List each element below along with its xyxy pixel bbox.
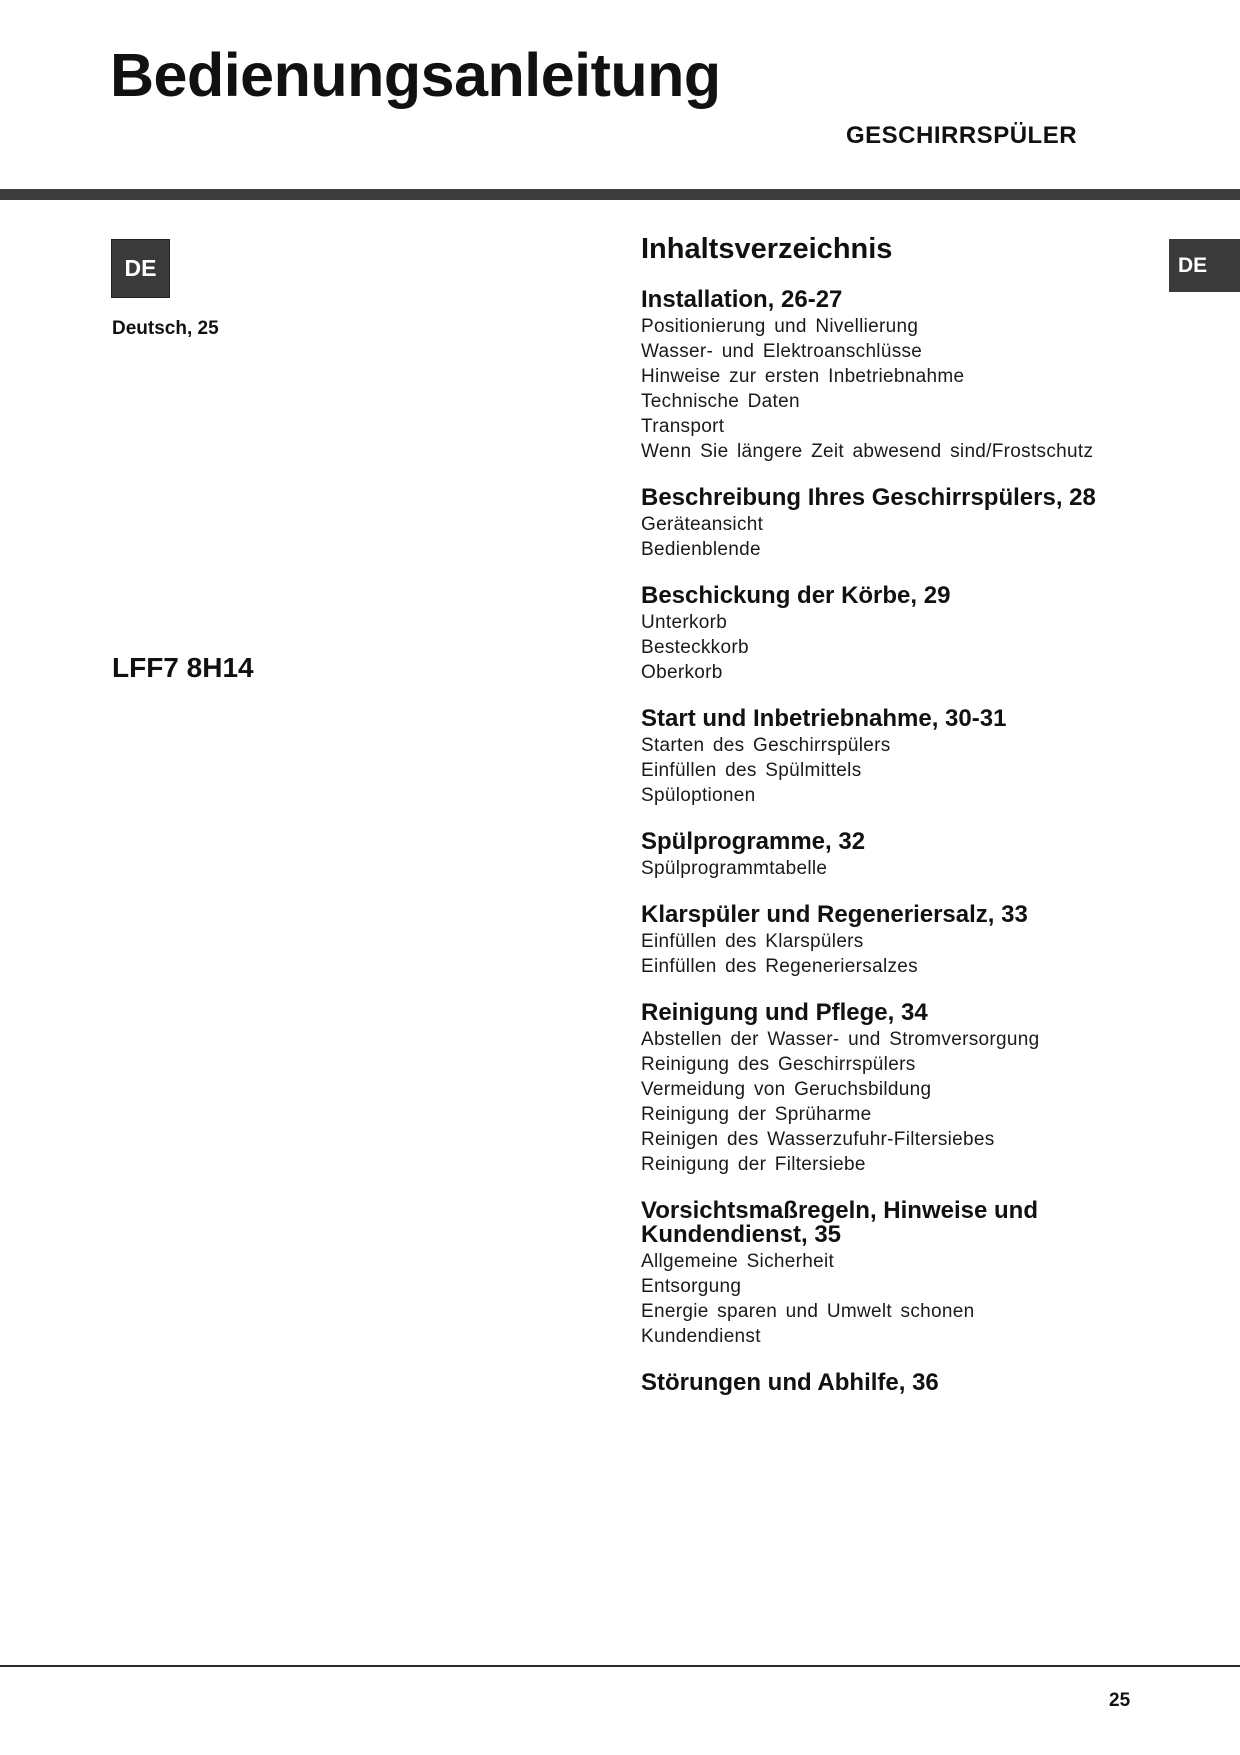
toc-section-title: Beschreibung Ihres Geschirrspülers, 28 [641,484,1096,511]
toc-section [641,1371,1161,1395]
header-divider [0,189,1240,200]
toc-item: Einfüllen des Spülmittels [641,760,862,781]
toc-item: Spülprogrammtabelle [641,858,828,879]
toc-section [641,707,1161,808]
toc-item: Vermeidung von Geruchsbildung [641,1079,932,1100]
toc-section-title: Start und Inbetriebnahme, 30-31 [641,705,1007,732]
toc-item: Bedienblende [641,539,761,560]
toc-item: Reinigung des Geschirrspülers [641,1054,916,1075]
toc-item: Wenn Sie längere Zeit abwesend sind/Frostschutz [641,441,1094,462]
toc-item: Energie sparen und Umwelt schonen [641,1301,975,1322]
toc-section [641,830,1161,881]
page-number: 25 [1109,1690,1131,1711]
toc-item: Allgemeine Sicherheit [641,1251,835,1272]
toc-item: Transport [641,416,725,437]
toc-section-title: Spülprogramme, 32 [641,828,866,855]
toc-item: Entsorgung [641,1276,742,1297]
table-of-contents [641,230,1161,1417]
document-title: Bedienungsanleitung [110,41,721,109]
toc-section-title: Installation, 26-27 [641,286,843,313]
toc-section [641,1199,1161,1349]
toc-item: Reinigung der Filtersiebe [641,1154,866,1175]
toc-item: Positionierung und Nivellierung [641,316,919,337]
toc-heading: Inhaltsverzeichnis [641,233,893,265]
toc-item: Oberkorb [641,662,723,683]
model-number: LFF7 8H14 [112,652,254,683]
toc-section-title: Reinigung und Pflege, 34 [641,999,928,1026]
toc-item: Geräteansicht [641,514,764,535]
toc-item: Kundendienst [641,1326,761,1347]
toc-section [641,903,1161,979]
toc-item: Starten des Geschirrspülers [641,735,891,756]
toc-section-title: Klarspüler und Regeneriersalz, 33 [641,901,1028,928]
toc-item: Technische Daten [641,391,800,412]
document-subtitle: GESCHIRRSPÜLER [846,122,1078,149]
language-side-tab: DE [1169,239,1240,292]
toc-item: Einfüllen des Klarspülers [641,931,864,952]
toc-item: Reinigung der Sprüharme [641,1104,872,1125]
toc-item: Hinweise zur ersten Inbetriebnahme [641,366,965,387]
toc-section-title: Vorsichtsmaßregeln, Hinweise und Kundendienst, 35 [641,1197,1038,1248]
footer-divider [0,1665,1240,1667]
toc-section [641,486,1161,562]
toc-section [641,584,1161,685]
toc-item: Einfüllen des Regeneriersalzes [641,956,918,977]
toc-item: Wasser- und Elektroanschlüsse [641,341,923,362]
toc-item: Abstellen der Wasser- und Stromversorgung [641,1029,1040,1050]
language-badge: DE [111,239,170,298]
toc-section [641,1001,1161,1177]
toc-sections [641,288,1161,1395]
language-page-reference: Deutsch, 25 [112,318,219,339]
toc-item: Unterkorb [641,612,728,633]
toc-item: Spüloptionen [641,785,756,806]
toc-item: Besteckkorb [641,637,749,658]
toc-item: Reinigen des Wasserzufuhr-Filtersiebes [641,1129,995,1150]
toc-section-title: Beschickung der Körbe, 29 [641,582,951,609]
toc-section-title: Störungen und Abhilfe, 36 [641,1369,939,1396]
toc-section [641,288,1161,464]
